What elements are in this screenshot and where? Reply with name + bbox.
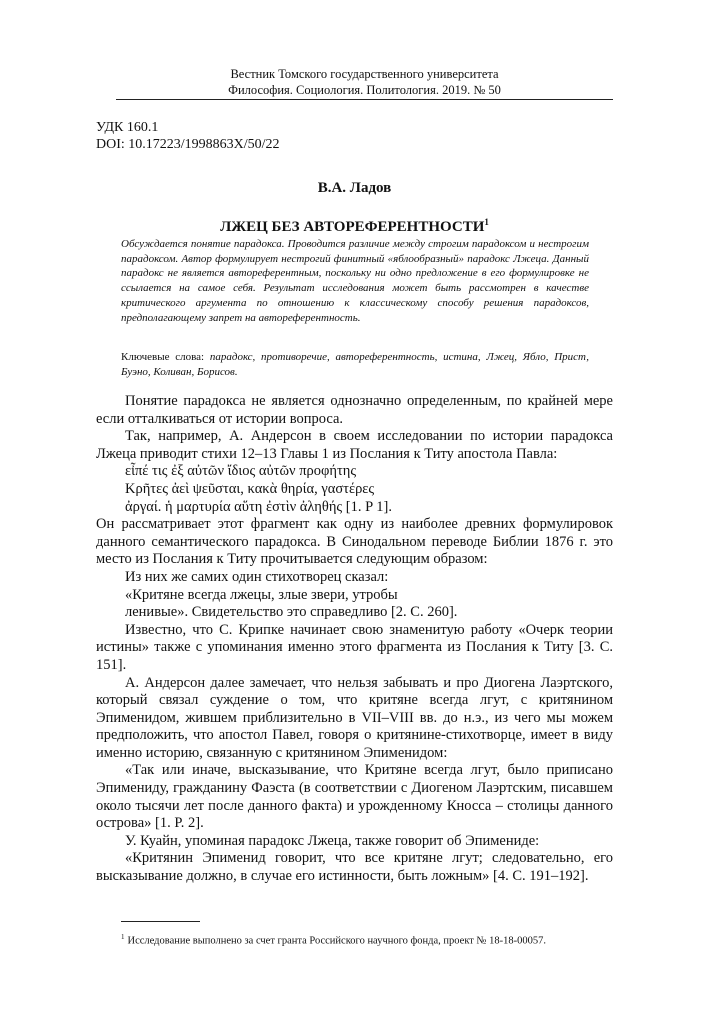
greek-verse-line: Κρῆτες ἀεὶ ψεῦσται, κακὰ θηρία, γαστέρες [125, 480, 375, 497]
author-name: В.А. Ладов [317, 180, 392, 196]
footnote-mark: 1 [121, 933, 125, 941]
quote-line: «Критяне всегда лжецы, злые звери, утробы [125, 586, 398, 603]
article-meta [96, 119, 280, 153]
article-body [96, 393, 613, 886]
header-divider [116, 99, 613, 100]
journal-title: Вестник Томского государственного университета [230, 67, 499, 81]
article-title [96, 213, 613, 236]
paragraph: А. Андерсон далее замечает, что нельзя забывать и про Диогена Лаэртского, который связал суждение о том, что критяне всегда лгут, с критянином Эпименидом, жившем приблизительно в VII–VIII вв. до н.э., из чего мы можем предположить, что апостол Павел, говоря о критянине-стихотворце, имеет в виду именно историю, связанную с критянином Эпименидом: [96, 674, 613, 761]
footnote-divider [121, 921, 200, 922]
paragraph: Он рассматривает этот фрагмент как одну из наиболее древних формулировок данного семантического парадокса. В Синодальном переводе Библии 1876 г. это место из Послания к Титу прочитывается следующим образом: [96, 516, 613, 568]
paragraph: Известно, что С. Крипке начинает свою знаменитую работу «Очерк теории истины» также с упоминания именно этого фрагмента из Послания к Титу [3. С. 151]. [96, 621, 613, 673]
greek-verse-line: ἀργαί. ἡ μαρτυρία αὕτη ἐστὶν ἀληθής [1. P 1]. [125, 498, 392, 515]
footnote-text: Исследование выполнено за счет гранта Российского научного фонда, проект № 18-18-00057. [127, 935, 547, 947]
quote-line: Из них же самих один стихотворец сказал: [125, 568, 389, 585]
article-title-text: ЛЖЕЦ БЕЗ АВТОРЕФЕРЕНТНОСТИ [220, 219, 485, 235]
keywords [121, 350, 589, 379]
paragraph: Так, например, А. Андерсон в своем исследовании по истории парадокса Лжеца приводит стихи 12–13 Главы 1 из Послания к Титу апостола Павла: [96, 428, 613, 462]
keywords-label: Ключевые слова: [121, 351, 205, 363]
quote-line: ленивые». Свидетельство это справедливо [2. С. 260]. [125, 604, 458, 621]
abstract: Обсуждается понятие парадокса. Проводится различие между строгим парадоксом и нестрогим парадоксом. Автор формулирует нестрогий финитный «яблообразный» парадокс Лжеца. Данный парадокс не является автореферентным, поскольку ни одно предложение в его формулировке не ссылается на самое себя. Результат исследования может быть рассмотрен в качестве критического аргумента по отношению к классическому способу решения парадоксов, предполагающему запрет на автореферентность. [121, 238, 589, 324]
journal-issue: Философия. Социология. Политология. 2019. № 50 [228, 83, 501, 97]
title-footnote-mark: 1 [484, 217, 489, 227]
keywords-values: парадокс, противоречие, автореферентность, истина, Лжец, Ябло, Прист, Буэно, Коливан, Борисов. [121, 351, 589, 378]
block-quote: «Так или иначе, высказывание, что Критяне всегда лгут, было приписано Эпимениду, гражданину Фаэста (в соответствии с Диогеном Лаэртским, писавшем около тысячи лет после данного факта) и урожденному Кносса – столицы данного острова» [1. P. 2]. [96, 762, 613, 832]
running-header [116, 66, 613, 98]
paragraph: У. Куайн, упоминая парадокс Лжеца, также говорит об Эпимениде: [125, 832, 540, 849]
footnote [121, 931, 613, 948]
block-quote: «Критянин Эпименид говорит, что все критяне лгут; следовательно, его высказывание должно, в случае его истинности, быть ложным» [4. С. 191–192]. [96, 850, 613, 885]
doi: DOI: 10.17223/1998863Х/50/22 [96, 137, 280, 152]
udk-code: УДК 160.1 [96, 120, 159, 135]
paragraph: Понятие парадокса не является однозначно определенным, по крайней мере если отталкиваться от истории вопроса. [96, 393, 613, 427]
greek-verse-line: εἶπέ τις ἐξ αὐτῶν ἴδιος αὐτῶν προφήτης [125, 463, 357, 480]
